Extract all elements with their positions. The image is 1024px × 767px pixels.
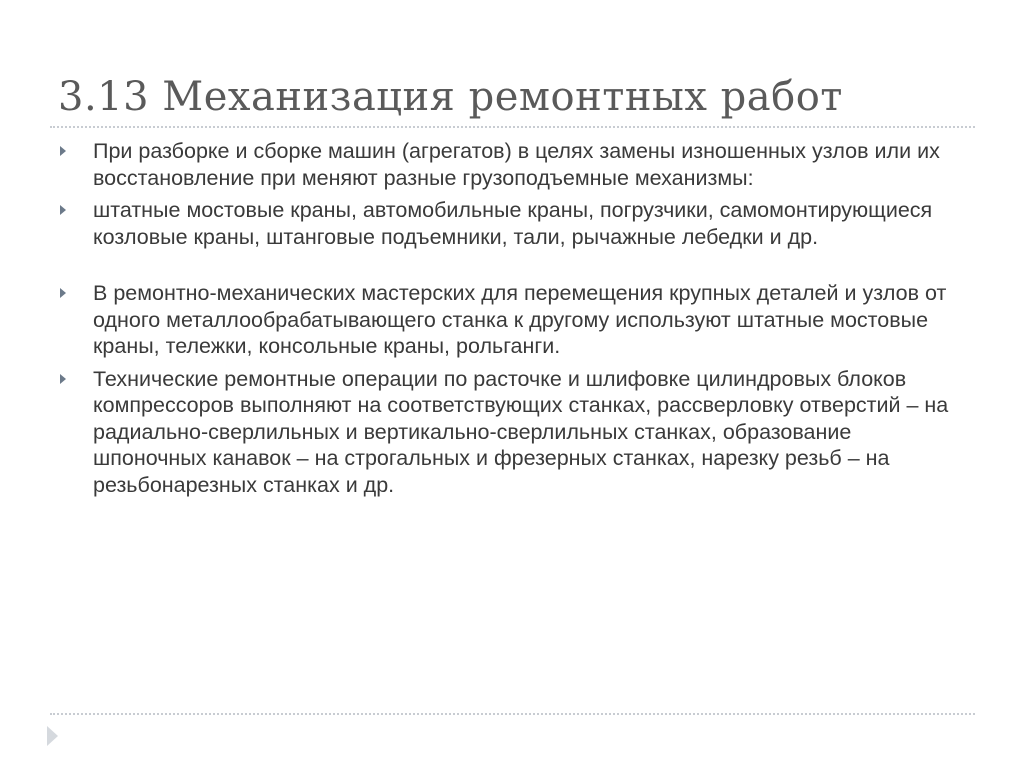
bullet-item — [60, 280, 970, 360]
bullet-text: В ремонтно-механических мастерских для перемещения крупных деталей и узлов от одного металлообрабатывающего станка к другому используют штатные мостовые краны, тележки, консольные краны, рольганги. — [93, 281, 947, 358]
bullet-triangle-icon — [60, 205, 66, 215]
bullet-text: штатные мостовые краны, автомобильные краны, погрузчики, самомонтирующиеся козловые краны, штанговые подъемники, тали, рычажные лебедки и др. — [93, 198, 933, 249]
bullet-triangle-icon — [60, 146, 66, 156]
bullet-triangle-icon — [60, 374, 66, 384]
bullet-item — [60, 366, 970, 499]
title-divider — [50, 126, 975, 128]
bullet-triangle-icon — [60, 288, 66, 298]
bullet-item — [60, 138, 970, 191]
footer-triangle-icon — [47, 726, 58, 746]
bullet-list — [60, 138, 970, 498]
bullet-text: Технические ремонтные операции по расточке и шлифовке цилиндровых блоков компрессоров выполняют на соответствующих станках, рассверловку отверстий – на радиально-сверлильных и вертикально-сверлильных станках, образование шпоночных канавок – на строгальных и фрезерных станках, нарезку резьб – на резьбонарезных станках и др. — [93, 366, 949, 497]
bullet-text: При разборке и сборке машин (агрегатов) в целях замены изношенных узлов или их восстановление при меняют разные грузоподъемные механизмы: — [93, 139, 940, 190]
bullet-item — [60, 197, 970, 250]
slide-title: 3.13 Механизация ремонтных работ — [58, 74, 843, 120]
footer-divider — [50, 713, 975, 715]
